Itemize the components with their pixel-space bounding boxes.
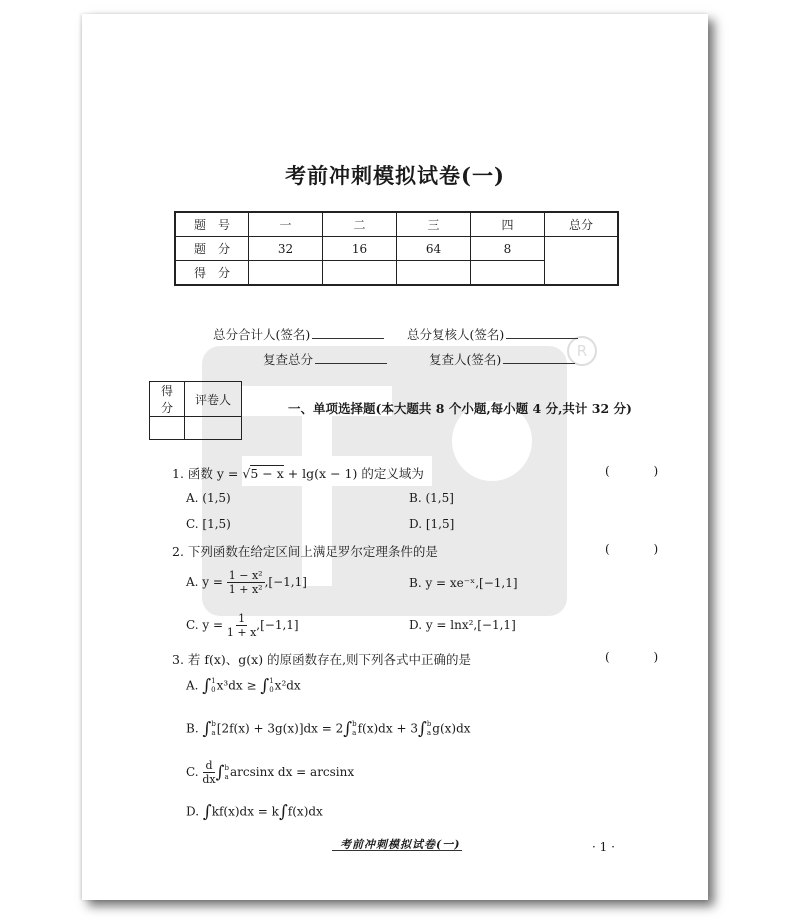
integral-icon: ∫	[202, 676, 212, 696]
footer-title: 考前冲刺模拟试卷(一)	[340, 838, 461, 851]
lower-limit: a	[352, 729, 357, 737]
question-2: 2. 下列函数在给定区间上满足罗尔定理条件的是	[172, 544, 438, 559]
upper-limit: b	[211, 720, 216, 728]
signature-total-review	[407, 325, 578, 343]
answer-parenthesis[interactable]: ( )	[605, 464, 679, 478]
option-q1-b[interactable]: B. (1,5]	[409, 491, 454, 505]
numerator: 1 − x²	[228, 569, 263, 582]
option-text: A.	[186, 678, 203, 693]
signature-blank[interactable]	[506, 326, 578, 339]
grader-box	[149, 381, 242, 440]
option-text: D.	[186, 804, 203, 819]
signature-label: 复查人(签名)	[429, 352, 502, 367]
page-number: · 1 ·	[592, 840, 615, 854]
question-1	[172, 464, 424, 482]
score-entry-cell[interactable]	[471, 261, 545, 286]
question-stem: 1. 函数 y =	[172, 466, 243, 481]
signature-blank[interactable]	[312, 326, 384, 339]
integral-icon: ∫	[278, 802, 288, 822]
score-entry-cell[interactable]	[323, 261, 397, 286]
table-cell: 64	[397, 237, 471, 261]
lower-limit: 0	[269, 686, 274, 694]
signature-blank[interactable]	[315, 351, 387, 364]
integral-limits	[225, 764, 229, 782]
integral-icon: ∫	[215, 762, 225, 783]
table-row	[175, 237, 618, 261]
integral-icon: ∫	[343, 719, 353, 739]
upper-limit: b	[426, 720, 432, 728]
denominator: 1 + x	[226, 626, 257, 639]
lower-limit: 0	[211, 686, 216, 694]
grader-score-cell[interactable]	[150, 417, 185, 440]
signature-label: 总分复核人(签名)	[407, 327, 505, 342]
table-cell: 题 分	[175, 237, 249, 261]
signature-label: 总分合计人(签名)	[213, 327, 311, 342]
upper-limit: b	[224, 763, 229, 772]
option-text: arcsinx dx = arcsinx	[229, 765, 355, 779]
table-cell: 题 号	[175, 212, 249, 237]
integral-limits	[352, 720, 356, 738]
total-score-cell[interactable]	[545, 237, 619, 286]
integral-icon: ∫	[202, 802, 212, 822]
section-heading: 一、单项选择题(本大题共 8 个小题,每小题 4 分,共计 32 分)	[288, 401, 632, 416]
option-text: f(x)dx	[287, 804, 323, 819]
option-q1-d[interactable]: D. [1,5]	[409, 517, 455, 531]
option-text: ,[−1,1]	[256, 618, 299, 632]
signature-rechecker	[429, 350, 575, 368]
question-stem: + lg(x − 1) 的定义域为	[283, 466, 424, 481]
lower-limit: a	[224, 772, 229, 781]
lower-limit: a	[426, 729, 431, 737]
option-text: B.	[186, 721, 203, 736]
integral-limits	[211, 720, 215, 738]
exam-page	[82, 14, 708, 900]
answer-parenthesis[interactable]: ( )	[605, 542, 679, 556]
table-cell: 16	[323, 237, 397, 261]
table-cell: 32	[249, 237, 323, 261]
upper-limit: b	[352, 720, 357, 728]
question-3: 3. 若 f(x)、g(x) 的原函数存在,则下列各式中正确的是	[172, 652, 472, 667]
score-entry-cell[interactable]	[397, 261, 471, 286]
grader-reviewer-label: 评卷人	[185, 382, 242, 417]
option-text: A. y =	[186, 575, 227, 589]
option-q2-d[interactable]: D. y = lnx²,[−1,1]	[409, 618, 516, 632]
signature-blank[interactable]	[503, 351, 575, 364]
sqrt-icon: √	[242, 466, 251, 481]
option-q2-a[interactable]	[186, 569, 307, 596]
score-entry-cell[interactable]	[249, 261, 323, 286]
table-cell: 总分	[545, 212, 619, 237]
numerator: d	[205, 759, 213, 772]
option-q3-c[interactable]	[186, 759, 354, 786]
option-text: C.	[186, 765, 203, 779]
grader-reviewer-cell[interactable]	[185, 417, 242, 440]
answer-parenthesis[interactable]: ( )	[605, 650, 679, 664]
integral-limits	[269, 677, 273, 695]
option-text: f(x)dx + 3	[357, 721, 418, 736]
table-row	[175, 212, 618, 237]
option-text: kf(x)dx = k	[211, 804, 279, 819]
table-cell: 四	[471, 212, 545, 237]
option-q1-c[interactable]: C. [1,5)	[186, 517, 231, 531]
integral-icon: ∫	[260, 676, 270, 696]
table-cell: 一	[249, 212, 323, 237]
option-text: C. y =	[186, 618, 227, 632]
fraction	[202, 759, 215, 786]
denominator: dx	[202, 773, 216, 786]
signature-recheck-total	[263, 350, 387, 368]
option-q3-a[interactable]	[186, 676, 301, 696]
upper-limit: 1	[269, 677, 274, 685]
option-text: [2f(x) + 3g(x)]dx = 2	[216, 721, 344, 736]
option-text: g(x)dx	[432, 721, 471, 736]
option-q3-d[interactable]	[186, 802, 323, 822]
footer-divider	[332, 850, 462, 851]
table-row	[150, 382, 242, 417]
upper-limit: 1	[211, 677, 216, 685]
lower-limit: a	[211, 729, 216, 737]
option-text: x³dx ≥	[216, 678, 261, 693]
integral-icon: ∫	[202, 719, 212, 739]
denominator: 1 + x²	[228, 583, 263, 596]
table-cell: 二	[323, 212, 397, 237]
score-table	[174, 211, 619, 286]
page-title: 考前冲刺模拟试卷(一)	[285, 163, 505, 188]
integral-limits	[427, 720, 431, 738]
option-text: x²dx	[274, 678, 301, 693]
integral-limits	[211, 677, 215, 695]
grader-score-label: 得分	[150, 382, 185, 417]
fraction	[227, 569, 265, 596]
table-cell: 得 分	[175, 261, 249, 286]
signature-label: 复查总分	[263, 352, 314, 367]
table-cell: 三	[397, 212, 471, 237]
option-q3-b[interactable]	[186, 719, 471, 739]
option-q2-c[interactable]	[186, 612, 299, 639]
table-row	[150, 417, 242, 440]
option-q2-b[interactable]: B. y = xe⁻ˣ,[−1,1]	[409, 576, 518, 590]
fraction	[227, 612, 256, 639]
signature-total-calc	[213, 325, 384, 343]
integral-icon: ∫	[417, 719, 427, 739]
table-cell: 8	[471, 237, 545, 261]
registered-mark-icon: R	[567, 336, 597, 366]
numerator: 1	[238, 612, 246, 625]
option-text: ,[−1,1]	[264, 575, 307, 589]
option-q1-a[interactable]: A. (1,5)	[186, 491, 231, 505]
radicand: 5 − x	[250, 466, 284, 481]
